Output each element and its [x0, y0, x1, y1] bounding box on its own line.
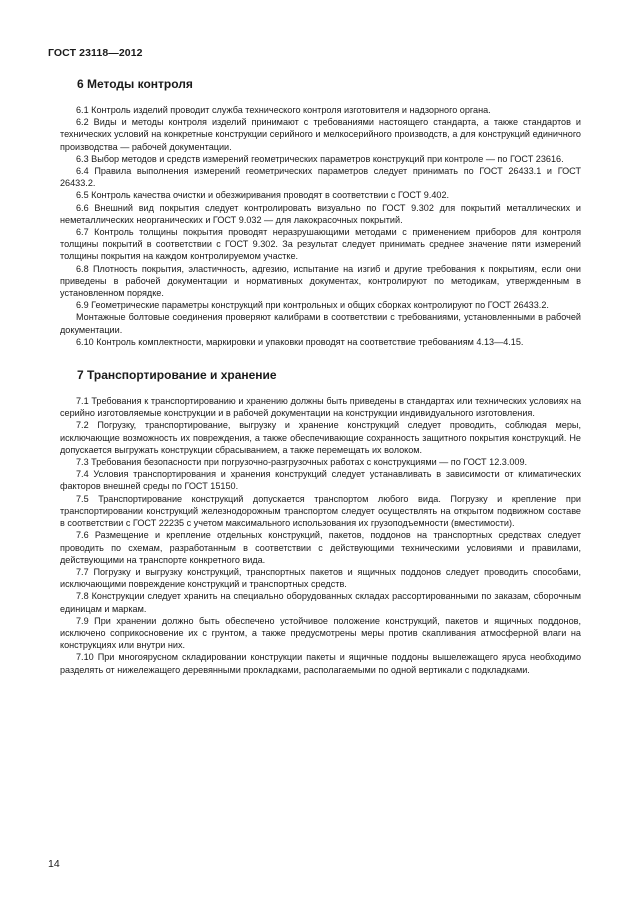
paragraph-7-1: 7.1 Требования к транспортированию и хранению должны быть приведены в стандартах или технических условиях на серийно изготовляемые конструкции и в рабочей документации на конструкции индивидуального изготовления.: [60, 396, 581, 419]
section-7-body: [60, 395, 581, 676]
paragraph-6-4: 6.4 Правила выполнения измерений геометрических параметров следует принимать по ГОСТ 26433.1 и ГОСТ 26433.2.: [60, 166, 581, 189]
section-7-title: 7 Транспортирование и хранение: [77, 368, 277, 383]
paragraph-7-6: 7.6 Размещение и крепление отдельных конструкций, пакетов, поддонов на транспортных средствах следует проводить по схемам, разработанным в соответствии с действующими техническими условиями и правилами, действующими на транспорте конкретного вида.: [60, 530, 581, 565]
paragraph-6-1: 6.1 Контроль изделий проводит служба технического контроля изготовителя и надзорного органа.: [76, 105, 491, 115]
paragraph-6-3: 6.3 Выбор методов и средств измерений геометрических параметров конструкций при контроле — по ГОСТ 23616.: [76, 153, 564, 164]
paragraph-7-2: 7.2 Погрузку, транспортирование, выгрузку и хранение конструкций следует проводить, соблюдая меры, исключающие возможность их повреждения, а также обеспечивающие сохранность защитного покрытия конструкций. Не допускается выгружать конструкции сбрасыванием, а также перемещать их волоком.: [60, 420, 581, 455]
document-id-header: ГОСТ 23118—2012: [48, 47, 143, 59]
paragraph-7-3: 7.3 Требования безопасности при погрузочно-разгрузочных работах с конструкциями — по ГОСТ 12.3.009.: [76, 457, 528, 468]
paragraph-6-8: 6.8 Плотность покрытия, эластичность, адгезию, испытание на изгиб и другие требования к покрытиям, если они приведены в рабочей документации и нормативных документах, контролируют по методикам, утвержденным в установленном порядке.: [60, 263, 581, 299]
paragraph-7-9: 7.9 При хранении должно быть обеспечено устойчивое положение конструкций, пакетов и ящичных поддонов, исключено соприкосновение их с грунтом, а также предусмотрены меры против скапливания атмосферной влаги на конструкциях или внутри них.: [60, 615, 581, 651]
paragraph-6-2: 6.2 Виды и методы контроля изделий принимают с требованиями настоящего стандарта, а также стандартов и технических условий на конкретные конструкции серийного и мелкосерийного производств, а для конструкций единичного производства — рабочей документации.: [60, 117, 581, 152]
paragraph-6-5: 6.5 Контроль качества очистки и обезжиривания проводят в соответствии с ГОСТ 9.402.: [76, 190, 450, 201]
section-6-body: [60, 104, 581, 348]
paragraph-6-7: 6.7 Контроль толщины покрытия проводят неразрушающими методами с применением приборов для контроля толщины покрытий в соответствии с ГОСТ 9.302. За результат следует принимать среднее значение пяти измерений толщины покрытия на каждом контролируемом участке.: [60, 227, 581, 262]
paragraph-7-5: 7.5 Транспортирование конструкций допускается транспортом любого вида. Погрузку и крепление при транспортировании конструкций железнодорожным транспортом следует осуществлять на открытом подвижном составе в соответствии с ГОСТ 22235 с учетом максимального использования их грузоподъемности (вместимости).: [60, 493, 581, 529]
paragraph-6-9-continued: Монтажные болтовые соединения проверяют калибрами в соответствии с требованиями, установленными в рабочей документации.: [60, 312, 581, 335]
section-6-title: 6 Методы контроля: [77, 77, 193, 91]
page-number: 14: [48, 858, 60, 870]
paragraph-7-10: 7.10 При многоярусном складировании конструкции пакеты и ящичные поддоны вышележащего яруса необходимо разделять от нижележащего деревянными прокладками, располагаемыми по одной вертикали с подкладками.: [60, 652, 581, 675]
paragraph-6-9: 6.9 Геометрические параметры конструкций при контрольных и общих сборках контролируют по ГОСТ 26433.2.: [76, 300, 549, 311]
paragraph-6-10: 6.10 Контроль комплектности, маркировки и упаковки проводят на соответствие требованиям 4.13—4.15.: [76, 336, 524, 347]
paragraph-7-8: 7.8 Конструкции следует хранить на специально оборудованных складах рассортированными по заказам, сборочным единицам и маркам.: [60, 591, 581, 614]
paragraph-7-4: 7.4 Условия транспортирования и хранения конструкций следует устанавливать в зависимости от климатических факторов внешней среды по ГОСТ 15150.: [60, 469, 581, 492]
paragraph-6-6: 6.6 Внешний вид покрытия следует контролировать визуально по ГОСТ 9.302 для покрытий металлических и неметаллических неорганических и ГОСТ 9.032 — для лакокрасочных покрытий.: [60, 202, 581, 225]
page-content: [60, 73, 581, 676]
paragraph-7-7: 7.7 Погрузку и выгрузку конструкций, транспортных пакетов и ящичных поддонов следует проводить способами, исключающими повреждение конструкций и транспортных средств.: [60, 566, 581, 590]
